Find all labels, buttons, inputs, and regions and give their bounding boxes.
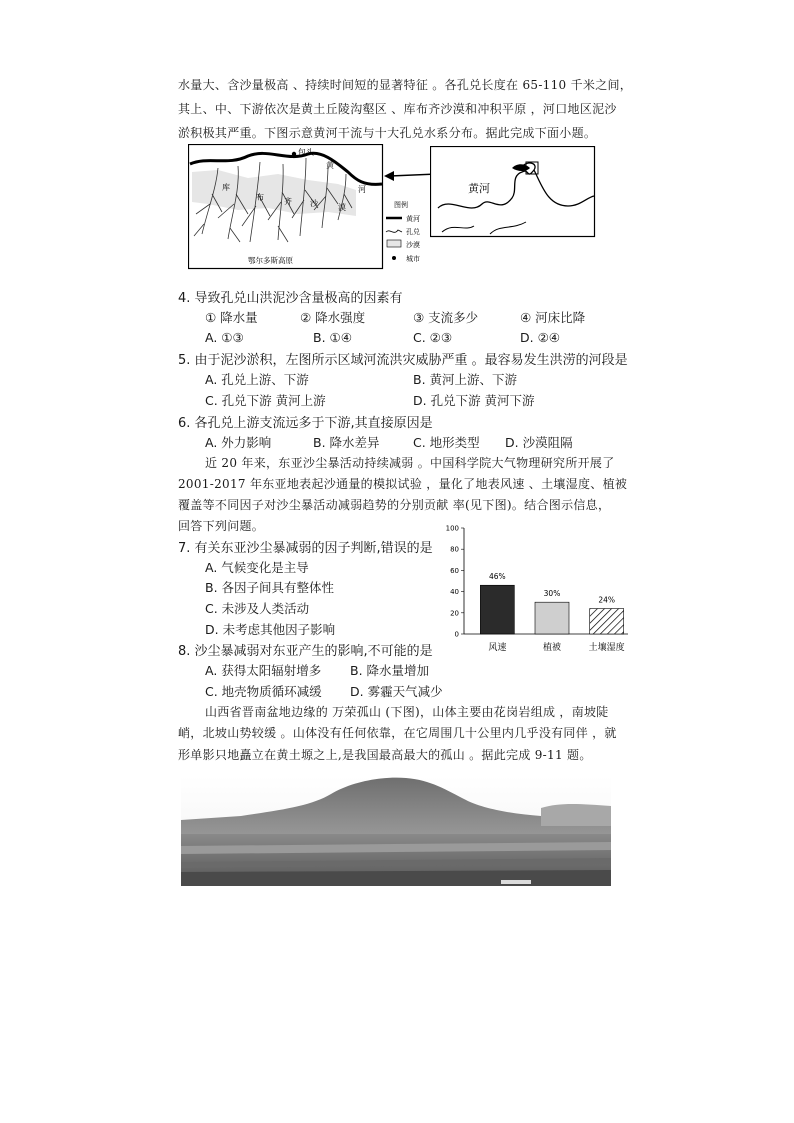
q7-option-c[interactable]: C. 未涉及人类活动 <box>205 601 310 616</box>
q4-option-c[interactable]: C. ②③ <box>413 330 453 345</box>
river-char-2: 河 <box>358 185 366 194</box>
yellow-river-overview-map <box>430 146 596 238</box>
bar-2 <box>535 602 569 634</box>
bar-3 <box>590 609 624 634</box>
q4-item-2: ② 降水强度 <box>300 310 366 325</box>
q6-option-c[interactable]: C. 地形类型 <box>413 435 480 450</box>
desert-char-3: 齐 <box>284 197 292 206</box>
passage3-line-1: 山西省晋南盆地边缘的 万荣孤山 (下图)，山体主要由花岗岩组成 ，南坡陡 <box>205 705 609 719</box>
intro-line-2: 其上、中、下游依次是黄土丘陵沟壑区 、库布齐沙漠和冲积平原 ，河口地区泥沙 <box>178 102 617 116</box>
y-tick-label: 80 <box>450 545 459 554</box>
q5-option-a[interactable]: A. 孔兑上游、下游 <box>205 372 309 387</box>
city-label: 包头 <box>298 148 314 157</box>
passage3-line-3: 形单影只地矗立在黄土塬之上,是我国最高最大的孤山 。据此完成 9-11 题。 <box>178 748 592 762</box>
wanrong-mountain-photo <box>181 776 611 886</box>
bar-value-label: 24% <box>598 595 616 605</box>
passage2-line-1: 近 20 年来，东亚沙尘暴活动持续减弱 。中国科学院大气物理研究所开展了 <box>205 456 615 470</box>
q6-option-b[interactable]: B. 降水差异 <box>313 435 380 450</box>
q6-option-d[interactable]: D. 沙漠阻隔 <box>505 435 573 450</box>
desert-char-4: 沙 <box>310 199 318 208</box>
legend-yellow-river: 黄河 <box>406 215 420 223</box>
q5-option-b[interactable]: B. 黄河上游、下游 <box>413 372 518 387</box>
passage3-line-2: 峭，北坡山势较缓 。山体没有任何依靠，在它周围几十公里内几乎没有同伴 ，就 <box>178 726 617 740</box>
desert-char-2: 布 <box>256 193 264 202</box>
overview-river-label: 黄河 <box>468 182 490 195</box>
legend-title: 图例 <box>394 201 408 209</box>
q8-stem: 8. 沙尘暴减弱对东亚产生的影响,不可能的是 <box>178 644 433 659</box>
kongdui-map <box>188 144 384 270</box>
passage2-line-4: 回答下列问题。 <box>178 519 265 533</box>
x-tick-label: 土壤湿度 <box>588 643 625 653</box>
q4-stem: 4. 导致孔兑山洪泥沙含量极高的因素有 <box>178 291 403 306</box>
q7-option-b[interactable]: B. 各因子间具有整体性 <box>205 580 335 595</box>
q5-option-d[interactable]: D. 孔兑下游 黄河下游 <box>413 393 535 408</box>
q8-option-b[interactable]: B. 降水量增加 <box>350 663 430 678</box>
passage2-line-3: 覆盖等不同因子对沙尘暴活动减弱趋势的分别贡献 率(见下图)。结合图示信息， <box>178 498 611 512</box>
intro-line-1: 水量大、含沙量极高 、持续时间短的显著特征 。各孔兑长度在 65-110 千米之间， <box>178 78 633 92</box>
q7-option-a[interactable]: A. 气候变化是主导 <box>205 560 309 575</box>
desert-char-1: 库 <box>222 183 230 192</box>
q6-option-a[interactable]: A. 外力影响 <box>205 435 272 450</box>
legend-kongdui: 孔兑 <box>406 228 420 236</box>
q7-stem: 7. 有关东亚沙尘暴减弱的因子判断,错误的是 <box>178 541 433 556</box>
q8-option-a[interactable]: A. 获得太阳辐射增多 <box>205 663 322 678</box>
q5-stem: 5. 由于泥沙淤积，左图所示区域河流洪灾威胁严重 。最容易发生洪涝的河段是 <box>178 353 628 368</box>
y-tick-label: 40 <box>450 588 459 597</box>
contribution-bar-chart <box>438 520 638 660</box>
bar-1 <box>480 585 514 634</box>
q4-item-1: ① 降水量 <box>205 310 258 325</box>
desert-char-5: 漠 <box>338 203 346 212</box>
y-tick-label: 0 <box>454 630 459 639</box>
q7-option-d[interactable]: D. 未考虑其他因子影响 <box>205 622 336 637</box>
y-tick-label: 60 <box>450 566 459 575</box>
q5-option-c[interactable]: C. 孔兑下游 黄河上游 <box>205 393 326 408</box>
passage2-line-2: 2001-2017 年东亚地表起沙通量的模拟试验 ，量化了地表风速 、土壤湿度、植被 <box>178 477 628 491</box>
intro-line-3: 淤积极其严重。下图示意黄河干流与十大孔兑水系分布。据此完成下面小题。 <box>178 126 597 140</box>
y-tick-label: 100 <box>445 524 459 533</box>
bar-value-label: 46% <box>488 572 506 582</box>
river-char-1: 黄 <box>326 161 334 170</box>
y-tick-label: 20 <box>450 609 459 618</box>
plateau-label: 鄂尔多斯高原 <box>248 256 293 265</box>
q8-option-d[interactable]: D. 雾霾天气减少 <box>350 684 443 699</box>
q6-stem: 6. 各孔兑上游支流远多于下游,其直接原因是 <box>178 416 433 431</box>
bar-value-label: 30% <box>543 589 561 599</box>
x-tick-label: 植被 <box>542 643 562 653</box>
q4-option-a[interactable]: A. ①③ <box>205 330 244 345</box>
q4-item-4: ④ 河床比降 <box>520 310 586 325</box>
q4-item-3: ③ 支流多少 <box>413 310 479 325</box>
x-tick-label: 风速 <box>488 643 507 653</box>
q8-option-c[interactable]: C. 地壳物质循环减缓 <box>205 684 322 699</box>
q4-option-b[interactable]: B. ①④ <box>313 330 352 345</box>
q4-option-d[interactable]: D. ②④ <box>520 330 560 345</box>
legend-city: 城市 <box>406 255 420 263</box>
legend-desert: 沙漠 <box>406 241 420 249</box>
map-legend <box>384 198 430 270</box>
city-marker <box>292 152 296 156</box>
